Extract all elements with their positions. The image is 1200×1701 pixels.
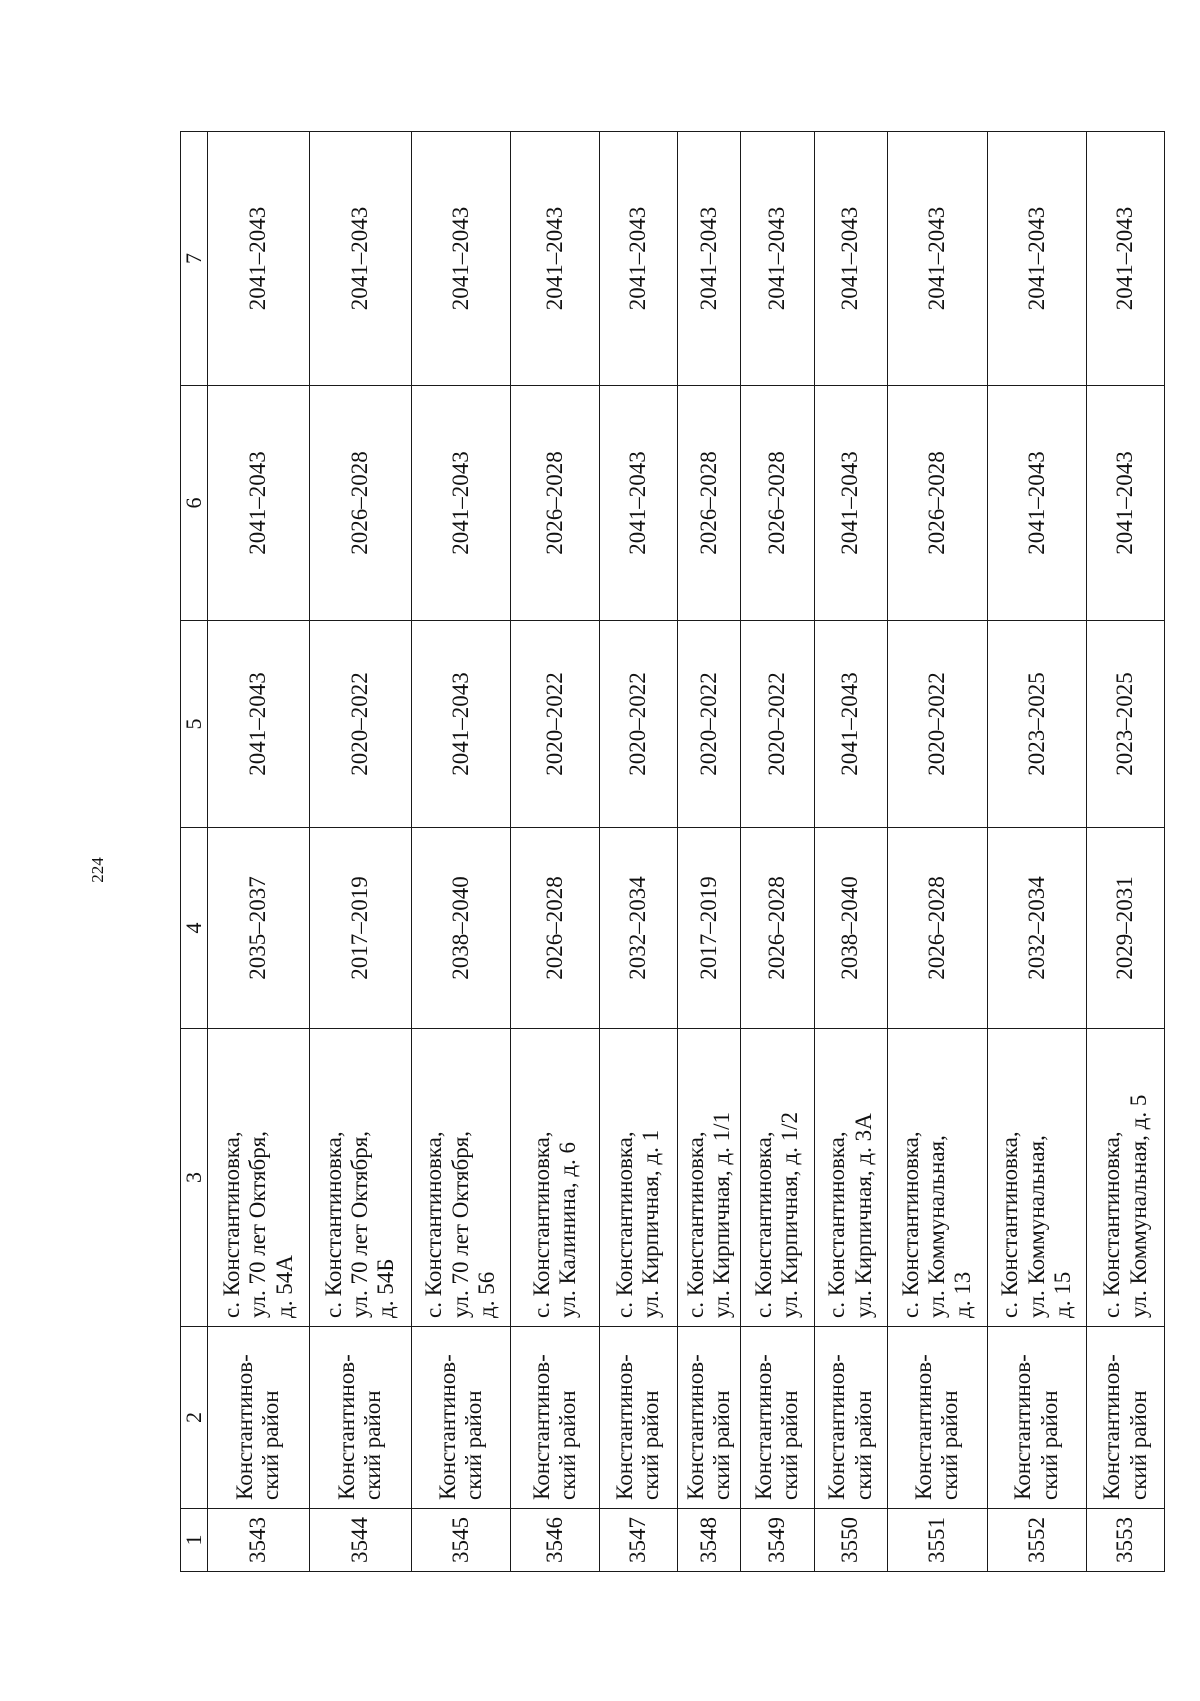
period-col7: 2041–2043 xyxy=(741,132,814,386)
address-cell xyxy=(677,1029,740,1327)
period-col4: 2038–2040 xyxy=(411,828,511,1029)
address-line: ул. Коммунальная, xyxy=(1023,1135,1049,1318)
page-number: 224 xyxy=(88,857,107,883)
table-row xyxy=(600,132,678,1572)
address-line: ул. Кирпичная, д. 3А xyxy=(850,1113,876,1318)
district-line: Константинов- xyxy=(750,1354,776,1500)
address-line: ул. Калинина, д. 6 xyxy=(555,1141,581,1318)
period-col7: 2041–2043 xyxy=(511,132,600,386)
period-col7: 2041–2043 xyxy=(208,132,310,386)
period-col5: 2020–2022 xyxy=(309,621,411,828)
header-row xyxy=(181,132,208,1572)
district-cell xyxy=(887,1327,987,1509)
district-line: Константинов- xyxy=(1010,1354,1036,1500)
address-line: ул. Коммунальная, xyxy=(923,1135,949,1318)
district-cell xyxy=(309,1327,411,1509)
period-col7: 2041–2043 xyxy=(411,132,511,386)
district-cell xyxy=(814,1327,887,1509)
district-cell xyxy=(208,1327,310,1509)
address-line: д. 15 xyxy=(1050,1271,1076,1318)
address-cell xyxy=(1087,1029,1165,1327)
address-line: ул. 70 лет Октября, xyxy=(447,1130,473,1318)
period-col6: 2041–2043 xyxy=(208,386,310,621)
period-col4: 2029–2031 xyxy=(1087,828,1165,1029)
row-number: 3549 xyxy=(741,1509,814,1572)
address-line: с. Константиновка, xyxy=(421,1131,447,1318)
period-col7: 2041–2043 xyxy=(814,132,887,386)
period-col5: 2023–2025 xyxy=(987,621,1087,828)
period-col6: 2026–2028 xyxy=(887,386,987,621)
row-number: 3551 xyxy=(887,1509,987,1572)
district-cell xyxy=(411,1327,511,1509)
address-cell xyxy=(309,1029,411,1327)
address-cell xyxy=(411,1029,511,1327)
district-line: Константинов- xyxy=(528,1354,554,1500)
period-col5: 2041–2043 xyxy=(814,621,887,828)
row-number: 3552 xyxy=(987,1509,1087,1572)
table-row xyxy=(677,132,740,1572)
row-number: 3548 xyxy=(677,1509,740,1572)
period-col6: 2041–2043 xyxy=(1087,386,1165,621)
period-col6: 2026–2028 xyxy=(511,386,600,621)
address-line: д. 13 xyxy=(950,1271,976,1318)
address-line: с. Константиновка, xyxy=(897,1131,923,1318)
address-cell xyxy=(511,1029,600,1327)
address-line: с. Константиновка, xyxy=(320,1131,346,1318)
row-number: 3543 xyxy=(208,1509,310,1572)
district-cell xyxy=(600,1327,678,1509)
address-line: с. Константиновка, xyxy=(611,1131,637,1318)
period-col4: 2032–2034 xyxy=(987,828,1087,1029)
period-col5: 2023–2025 xyxy=(1087,621,1165,828)
period-col7: 2041–2043 xyxy=(987,132,1087,386)
address-line: ул. Кирпичная, д. 1/2 xyxy=(777,1112,803,1318)
address-line: ул. Коммунальная, д. 5 xyxy=(1125,1094,1151,1318)
table-row xyxy=(309,132,411,1572)
district-line: Константинов- xyxy=(611,1354,637,1500)
address-line: ул. Кирпичная, д. 1/1 xyxy=(708,1112,734,1318)
row-number: 3544 xyxy=(309,1509,411,1572)
district-line: ский район xyxy=(555,1390,581,1500)
district-line: ский район xyxy=(850,1390,876,1500)
period-col7: 2041–2043 xyxy=(1087,132,1165,386)
table-container xyxy=(180,132,1165,1572)
period-col4: 2026–2028 xyxy=(741,828,814,1029)
district-line: ский район xyxy=(360,1390,386,1500)
district-cell xyxy=(677,1327,740,1509)
address-line: с. Константиновка, xyxy=(218,1131,244,1318)
table-row xyxy=(411,132,511,1572)
period-col5: 2020–2022 xyxy=(741,621,814,828)
address-line: с. Константиновка, xyxy=(997,1131,1023,1318)
district-line: ский район xyxy=(461,1390,486,1500)
table-row xyxy=(887,132,987,1572)
row-number: 3546 xyxy=(511,1509,600,1572)
period-col4: 2035–2037 xyxy=(208,828,310,1029)
table-row xyxy=(1087,132,1165,1572)
period-col4: 2017–2019 xyxy=(309,828,411,1029)
period-col6: 2026–2028 xyxy=(741,386,814,621)
column-header: 6 xyxy=(181,386,208,621)
period-col6: 2041–2043 xyxy=(814,386,887,621)
table-row xyxy=(741,132,814,1572)
column-header: 4 xyxy=(181,828,208,1029)
district-line: ский район xyxy=(638,1390,664,1500)
district-cell xyxy=(987,1327,1087,1509)
address-cell xyxy=(741,1029,814,1327)
district-line: ский район xyxy=(777,1390,803,1500)
address-line: д. 54Б xyxy=(373,1258,399,1318)
address-line: с. Константиновка, xyxy=(824,1131,850,1318)
row-number: 3547 xyxy=(600,1509,678,1572)
district-line: Константинов- xyxy=(824,1354,850,1500)
address-line: ул. 70 лет Октября, xyxy=(245,1130,271,1318)
column-header: 2 xyxy=(181,1327,208,1509)
period-col5: 2020–2022 xyxy=(677,621,740,828)
table-row xyxy=(511,132,600,1572)
period-col7: 2041–2043 xyxy=(309,132,411,386)
column-header: 3 xyxy=(181,1029,208,1327)
district-line: Константинов- xyxy=(434,1354,460,1500)
district-line: Константинов- xyxy=(333,1354,359,1500)
period-col6: 2026–2028 xyxy=(309,386,411,621)
address-line: д. 56 xyxy=(474,1271,500,1318)
address-line: с. Константиновка, xyxy=(750,1131,776,1318)
period-col4: 2032–2034 xyxy=(600,828,678,1029)
period-col5: 2020–2022 xyxy=(511,621,600,828)
district-line: Константинов- xyxy=(910,1354,936,1500)
address-cell xyxy=(987,1029,1087,1327)
district-line: ский район xyxy=(258,1390,284,1500)
address-line: ул. 70 лет Октября, xyxy=(347,1130,373,1318)
period-col4: 2038–2040 xyxy=(814,828,887,1029)
address-cell xyxy=(208,1029,310,1327)
table-row xyxy=(987,132,1087,1572)
district-line: ский район xyxy=(937,1390,963,1500)
period-col4: 2017–2019 xyxy=(677,828,740,1029)
period-col7: 2041–2043 xyxy=(887,132,987,386)
address-line: с. Константиновка, xyxy=(682,1131,708,1318)
address-line: ул. Кирпичная, д. 1 xyxy=(638,1129,664,1318)
column-header: 7 xyxy=(181,132,208,386)
district-cell xyxy=(1087,1327,1165,1509)
district-line: Константинов- xyxy=(682,1354,708,1500)
period-col7: 2041–2043 xyxy=(600,132,678,386)
address-cell xyxy=(887,1029,987,1327)
period-col4: 2026–2028 xyxy=(511,828,600,1029)
district-line: ский район xyxy=(708,1390,734,1500)
table-row xyxy=(814,132,887,1572)
housing-schedule-table xyxy=(180,131,1165,1572)
period-col4: 2026–2028 xyxy=(887,828,987,1029)
column-header: 5 xyxy=(181,621,208,828)
period-col5: 2020–2022 xyxy=(887,621,987,828)
address-cell xyxy=(814,1029,887,1327)
period-col5: 2041–2043 xyxy=(208,621,310,828)
period-col6: 2041–2043 xyxy=(411,386,511,621)
district-line: ский район xyxy=(1036,1390,1062,1500)
period-col5: 2041–2043 xyxy=(411,621,511,828)
period-col6: 2041–2043 xyxy=(987,386,1087,621)
period-col6: 2026–2028 xyxy=(677,386,740,621)
address-cell xyxy=(600,1029,678,1327)
row-number: 3553 xyxy=(1087,1509,1165,1572)
district-cell xyxy=(741,1327,814,1509)
period-col6: 2041–2043 xyxy=(600,386,678,621)
period-col5: 2020–2022 xyxy=(600,621,678,828)
table-row xyxy=(208,132,310,1572)
column-header: 1 xyxy=(181,1509,208,1572)
district-line: ский район xyxy=(1125,1390,1151,1500)
address-line: с. Константиновка, xyxy=(1099,1131,1125,1318)
address-line: д. 54А xyxy=(271,1255,297,1318)
district-line: Константинов- xyxy=(1099,1354,1125,1500)
period-col7: 2041–2043 xyxy=(677,132,740,386)
address-line: с. Константиновка, xyxy=(528,1131,554,1318)
district-cell xyxy=(511,1327,600,1509)
row-number: 3550 xyxy=(814,1509,887,1572)
row-number: 3545 xyxy=(411,1509,511,1572)
district-line: Константинов- xyxy=(231,1354,257,1500)
